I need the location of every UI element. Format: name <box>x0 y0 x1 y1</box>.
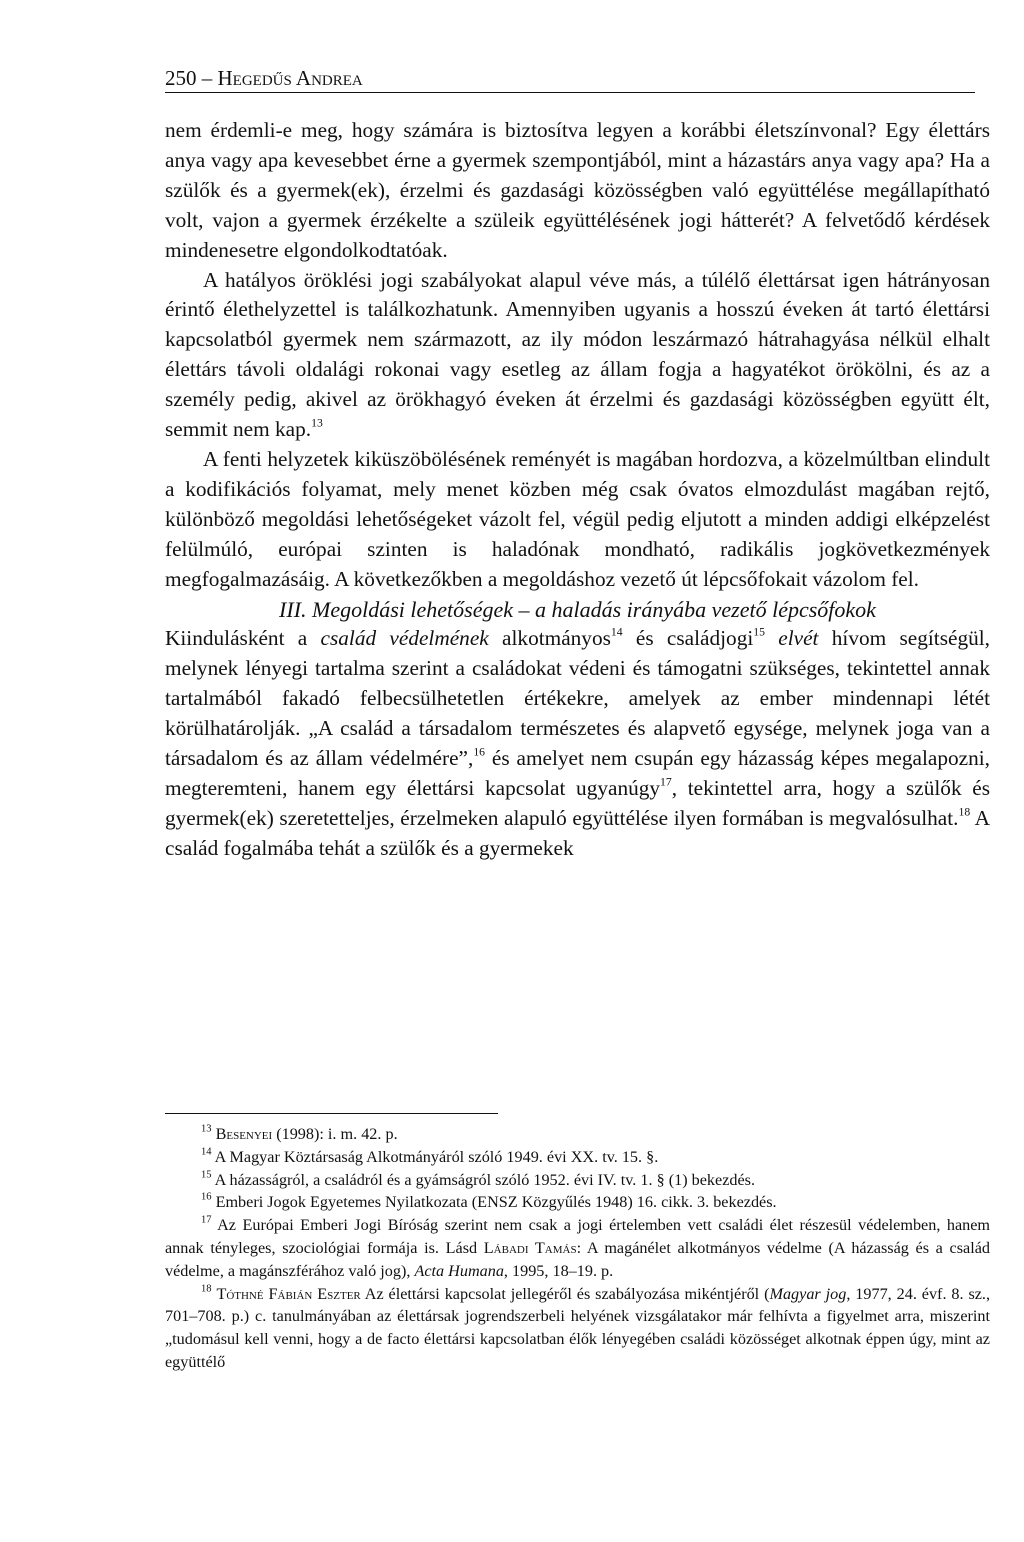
text-run: alkotmányos <box>488 626 611 651</box>
paragraph: A fenti helyzetek kiküszöbölésének reményét is magában hordozva, a közelmúltban elindult a kodifikációs folyamat, mely menet közben még csak óvatos elmozdulást magában rejtő, különböző megoldási lehetőségeket vázolt fel, végül pedig eljutott a minden addigi elképzelést felülmúló, európai szinten is haladónak mondható, radikális jogkövetkezmények megfogalmazásáig. A következőkben a megoldáshoz vezető út lépcsőfokait vázolom fel. <box>165 446 990 591</box>
paragraph-continued: nem érdemli-e meg, hogy számára is biztosítva legyen a korábbi életszínvonal? Egy élettárs anya vagy apa kevesebbet érne a gyermek szempontjából, mint a házastárs anya vagy apa? Ha a szülők és a gyermek(ek), érzelmi és gazdasági közösségben való együttélése megállapítható volt, vajon a gyermek érzékelte a szüleik együttélésének jogi hátterét? A felvetődő kérdések mindenesetre elgondolkodtatóak. <box>165 118 990 262</box>
main-text <box>165 116 990 864</box>
footnote-text: : A magánélet alkotmányos védelme (A házasság és a család védelme, a magánszférához való jog), <box>165 1238 990 1280</box>
footnote-number: 14 <box>201 1146 212 1158</box>
footnote-text: A Magyar Köztársaság Alkotmányáról szóló 1949. évi XX. tv. 15. §. <box>214 1147 659 1166</box>
footnote-author: Besenyei <box>215 1125 273 1143</box>
footnote-18 <box>165 1283 990 1374</box>
footnote-ref-14[interactable]: 14 <box>610 626 623 640</box>
text-run: A család fogalmába tehát a szülők és a gyermekek <box>165 805 990 860</box>
paragraph <box>165 624 990 863</box>
footnote-17 <box>165 1214 990 1282</box>
footnote-text: (1998): i. m. 42. p. <box>272 1125 398 1143</box>
footnote-ref-18[interactable]: 18 <box>958 805 971 819</box>
paragraph-text: A hatályos öröklési jogi szabályokat alapul véve más, a túlélő élettársat igen hátrányosan érintő élethelyzettel is találkozhatunk. Amennyiben ugyanis a hosszú éveken át tartó élettársi kapcsolatból gyermek nem származott, az ily módon leszármazó hátrahagyása nélkül elhalt élettárs távoli oldalági rokonai vagy esetleg az állam fogja a hagyatékot örökölni, és az a személy pedig, akivel az örökhagyó éveken át érzelmi és gazdasági közösségben együtt élt, semmit nem kap. <box>165 267 990 442</box>
journal-title: Magyar jog <box>769 1284 847 1303</box>
text-run: és családjogi <box>622 626 754 651</box>
footnote-author: Tóthné Fábián Eszter <box>216 1284 361 1303</box>
footnote-text: A házasságról, a családról és a gyámságról szóló 1952. évi IV. tv. 1. § (1) bekezdés. <box>214 1170 755 1189</box>
footnote-14 <box>165 1146 990 1169</box>
footnote-number: 17 <box>201 1214 212 1226</box>
footnote-text: , 1977, 24. évf. 8. sz., 701–708. p.) c. tanulmányában az élettársak jogrendszerbeli helyének vizsgálatakor már felhívta a figyelmet arra, miszerint „tudomásul kell venni, hogy a de facto élettársi kapcsolatban élők lényegében családi közösséget alkotnak éppen úgy, mint az együttélő <box>165 1284 991 1371</box>
footnote-number: 18 <box>201 1283 212 1295</box>
footnote-author: Lábadi Tamás <box>483 1238 577 1257</box>
footnotes <box>165 1123 990 1374</box>
journal-title: Acta Humana <box>414 1261 504 1280</box>
section-heading: III. Megoldási lehetőségek – a haladás irányába vezető lépcsőfokok <box>279 596 876 622</box>
footnote-text: , 1995, 18–19. p. <box>503 1261 614 1280</box>
text-run: , tekintettel arra, hogy a szülők és gyermek(ek) szeretetteljes, érzelmeken alapuló együttélése ilyen formában is megvalósulhat. <box>165 775 990 830</box>
footnote-13 <box>165 1123 990 1146</box>
text-run: hívom segítségül, melynek lényegi tartalma szerint a családokat védeni és támogatni szükséges, tekintettel annak tartalmából fakadó felbecsülhetetlen értékekre, amelyek az ember mindennapi létét körülhatárolják. „A család a társadalom természetes és alapvető egysége, melynek joga van a társadalom és az állam védelmére”, <box>165 626 990 771</box>
running-header <box>165 66 975 93</box>
footnote-15 <box>165 1169 990 1192</box>
footnote-ref-16[interactable]: 16 <box>473 745 486 759</box>
paragraph <box>165 266 990 445</box>
text-run <box>765 626 778 650</box>
footnote-separator <box>165 1113 498 1114</box>
italic-term: család védelmének <box>320 626 489 651</box>
footnote-number: 15 <box>201 1169 212 1181</box>
header-separator: – <box>196 66 218 90</box>
italic-term: elvét <box>778 626 819 651</box>
text-run: és amelyet nem csupán egy házasság képes megalapozni, megteremteni, hanem egy élettársi kapcsolat ugyanúgy <box>165 746 990 800</box>
text-run: Kiindulásként a <box>165 626 321 651</box>
footnote-number: 13 <box>201 1123 212 1135</box>
footnote-text: Az Európai Emberi Jogi Bíróság szerint nem csak a jogi értelemben vett családi élet részesül védelemben, hanem annak tényleges, szociológiai formája is. Lásd <box>165 1216 990 1257</box>
footnote-16 <box>165 1191 990 1214</box>
footnote-ref-17[interactable]: 17 <box>660 775 672 789</box>
footnote-ref-15[interactable]: 15 <box>753 626 765 640</box>
footnote-number: 16 <box>201 1192 212 1204</box>
footnote-ref-13[interactable]: 13 <box>311 416 323 430</box>
footnote-text: Emberi Jogok Egyetemes Nyilatkozata (ENSZ Közgyűlés 1948) 16. cikk. 3. bekezdés. <box>215 1193 777 1212</box>
header-author: Hegedűs Andrea <box>217 66 363 90</box>
footnote-text: Az élettársi kapcsolat jellegéről és szabályozása mikéntjéről ( <box>360 1284 770 1303</box>
page-number: 250 <box>165 66 197 90</box>
